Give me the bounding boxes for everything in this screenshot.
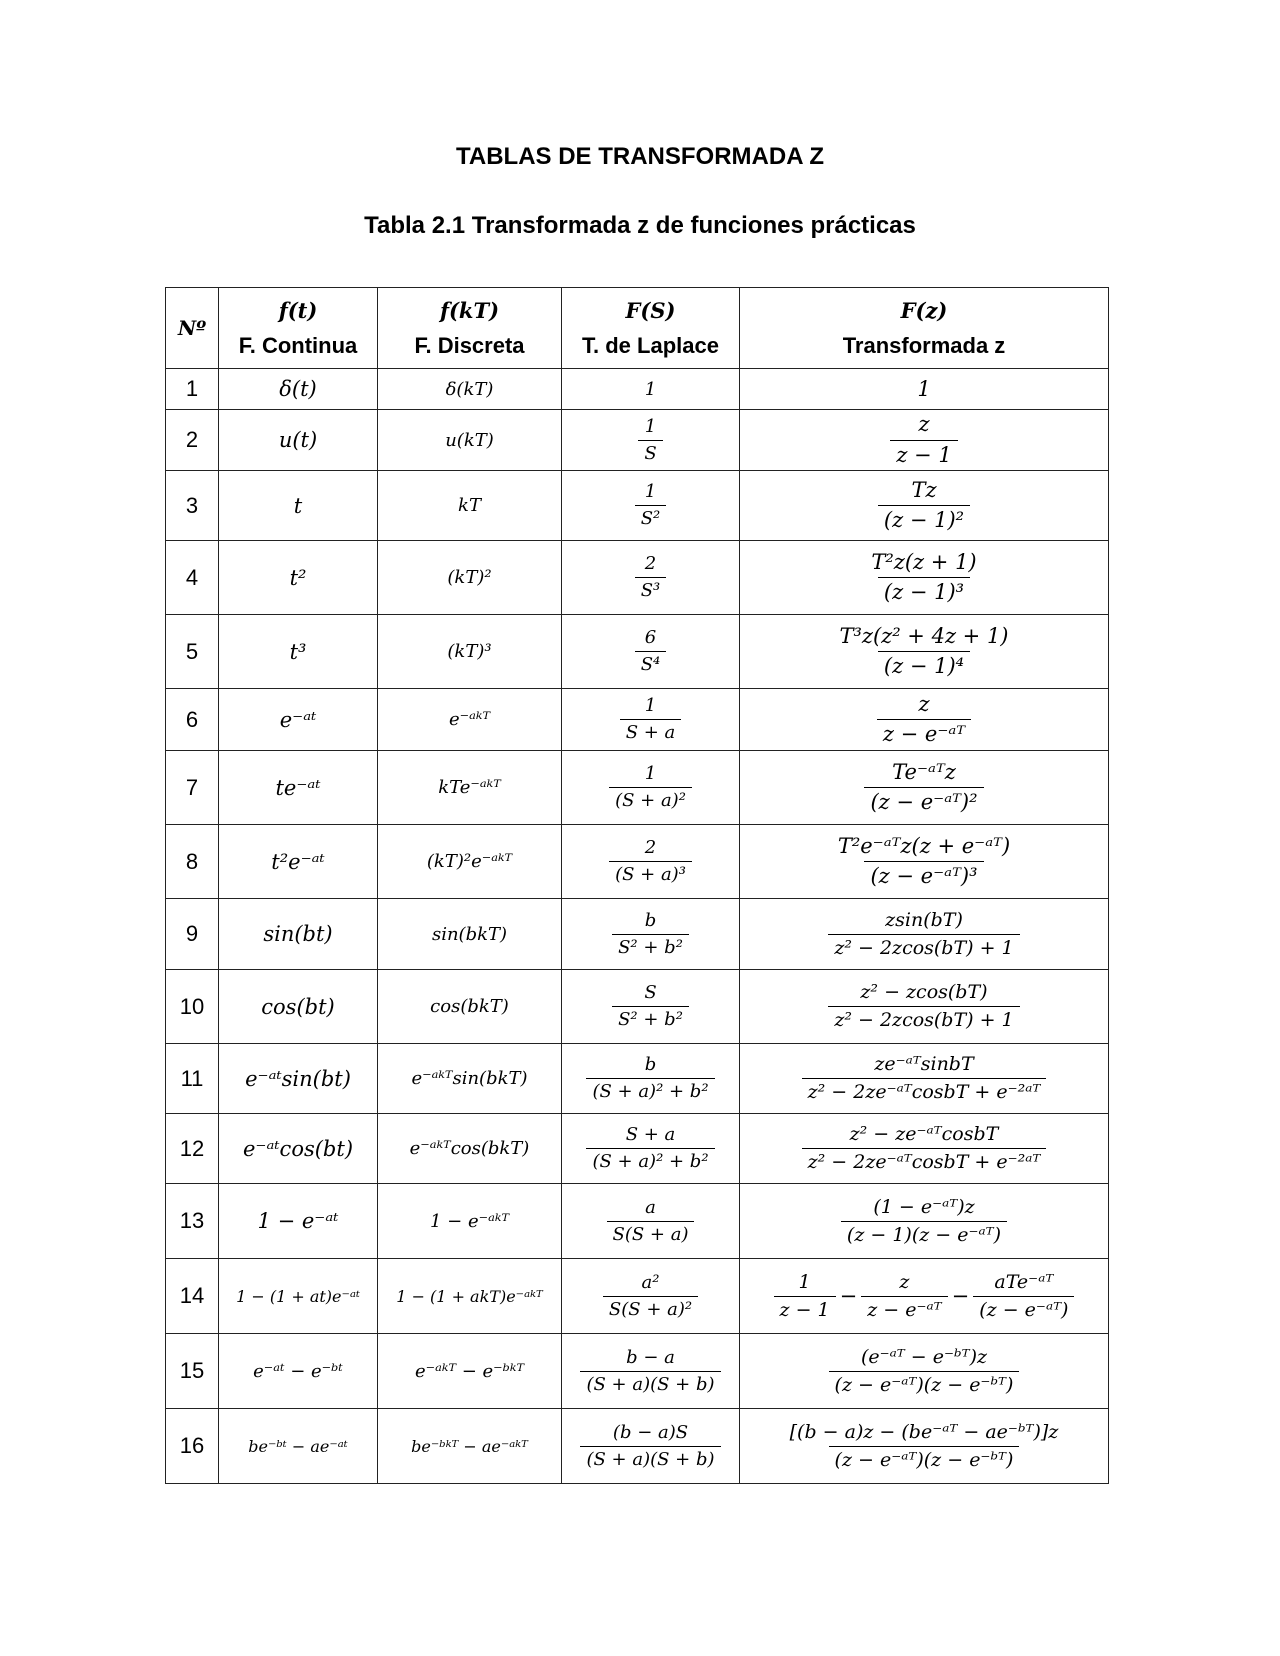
z-transform	[740, 1184, 1109, 1259]
table-row	[166, 970, 1109, 1044]
document-title: TABLAS DE TRANSFORMADA Z	[456, 143, 824, 170]
numerator: b	[644, 1054, 657, 1076]
laplace-transform	[562, 410, 740, 471]
header-fs	[562, 288, 740, 369]
row-number: 14	[166, 1259, 219, 1334]
z-transform	[740, 471, 1109, 541]
numerator: T²z(z + 1)	[871, 549, 977, 574]
fraction	[833, 624, 1014, 679]
fraction	[829, 1346, 1020, 1397]
laplace-transform	[562, 1044, 740, 1114]
laplace-transform	[562, 1184, 740, 1259]
numerator: 1	[644, 763, 657, 785]
numerator: z² − ze⁻ᵃᵀcosbT	[849, 1123, 999, 1146]
fraction	[828, 909, 1019, 960]
fraction	[861, 1271, 947, 1322]
row-number: 3	[166, 471, 219, 541]
denominator: S	[638, 440, 662, 465]
fraction	[864, 760, 983, 815]
numerator: T³z(z² + 4z + 1)	[839, 623, 1009, 648]
numerator: 2	[644, 837, 657, 859]
denominator: (z − e⁻ᵃᵀ)	[973, 1296, 1074, 1322]
numerator: 6	[644, 627, 657, 649]
z-transform	[740, 970, 1109, 1044]
fraction	[878, 478, 970, 533]
laplace-transform	[562, 899, 740, 970]
fraction	[784, 1421, 1065, 1472]
row-number: 4	[166, 541, 219, 615]
discrete-function: e⁻ᵃᵏᵀ − e⁻ᵇᵏᵀ	[378, 1334, 562, 1409]
header-ft	[219, 288, 378, 369]
header-fkt	[378, 288, 562, 369]
laplace-transform	[562, 471, 740, 541]
table-row	[166, 825, 1109, 899]
denominator: z − 1	[890, 440, 957, 468]
denominator: (S + a)(S + b)	[580, 1446, 720, 1471]
continuous-function: be⁻ᵇᵗ − ae⁻ᵃᵗ	[219, 1409, 378, 1484]
numerator: z	[918, 691, 930, 716]
fraction	[802, 1123, 1047, 1174]
numerator: 1	[644, 415, 657, 437]
denominator: (S + a)² + b²	[586, 1078, 714, 1103]
header-ft-text: F. Continua	[238, 332, 358, 358]
numerator: T²e⁻ᵃᵀz(z + e⁻ᵃᵀ)	[837, 833, 1011, 858]
numerator: b	[644, 909, 657, 931]
discrete-function: e⁻ᵃᵏᵀcos(bkT)	[378, 1114, 562, 1184]
header-fz-math: F(z)	[900, 297, 948, 323]
discrete-function: kT	[378, 471, 562, 541]
fraction	[607, 1197, 695, 1245]
numerator: Tz	[911, 477, 937, 502]
header-fz	[740, 288, 1109, 369]
laplace-transform	[562, 1409, 740, 1484]
numerator: z² − zcos(bT)	[860, 981, 988, 1004]
fraction	[841, 1196, 1007, 1247]
discrete-function: sin(bkT)	[378, 899, 562, 970]
numerator: z	[918, 412, 930, 437]
row-number: 8	[166, 825, 219, 899]
numerator: S	[644, 982, 657, 1004]
row-number: 15	[166, 1334, 219, 1409]
fraction	[828, 981, 1019, 1032]
fraction	[586, 1054, 714, 1102]
fraction	[612, 982, 689, 1030]
denominator: z − 1	[774, 1296, 836, 1322]
header-fs-text: T. de Laplace	[582, 332, 719, 358]
denominator: (S + a)(S + b)	[580, 1371, 720, 1396]
continuous-function: u(t)	[219, 410, 378, 471]
discrete-function: 1 − (1 + akT)e⁻ᵃᵏᵀ	[378, 1259, 562, 1334]
table-row	[166, 1184, 1109, 1259]
denominator: (z − 1)²	[878, 505, 970, 533]
fraction	[580, 1347, 720, 1395]
denominator: z² − 2zcos(bT) + 1	[828, 1006, 1019, 1032]
denominator: (z − e⁻ᵃᵀ)(z − e⁻ᵇᵀ)	[829, 1446, 1020, 1472]
laplace-transform	[562, 541, 740, 615]
row-number: 10	[166, 970, 219, 1044]
numerator: aTe⁻ᵃᵀ	[994, 1270, 1054, 1293]
continuous-function: 1 − e⁻ᵃᵗ	[219, 1184, 378, 1259]
denominator: S³	[635, 577, 667, 602]
numerator: b − a	[626, 1346, 675, 1368]
row-number: 5	[166, 615, 219, 689]
z-transform	[740, 615, 1109, 689]
laplace-transform	[562, 689, 740, 751]
numerator: zsin(bT)	[885, 908, 963, 931]
numerator: (b − a)S	[612, 1421, 689, 1443]
continuous-function: t³	[219, 615, 378, 689]
z-transform	[740, 1114, 1109, 1184]
z-transform	[740, 1409, 1109, 1484]
laplace-transform	[562, 615, 740, 689]
table-row	[166, 615, 1109, 689]
laplace-transform: 1	[562, 369, 740, 410]
table-row	[166, 1114, 1109, 1184]
row-number: 7	[166, 751, 219, 825]
laplace-transform	[562, 1334, 740, 1409]
continuous-function: e⁻ᵃᵗsin(bt)	[219, 1044, 378, 1114]
denominator: S(S + a)	[607, 1221, 695, 1246]
denominator: z² − 2zcos(bT) + 1	[828, 934, 1019, 960]
table-row	[166, 1044, 1109, 1114]
numerator: 1	[644, 481, 657, 503]
continuous-function: t	[219, 471, 378, 541]
header-row	[166, 288, 1109, 369]
z-transform: 1	[740, 369, 1109, 410]
continuous-function: e⁻ᵃᵗ	[219, 689, 378, 751]
discrete-function: kTe⁻ᵃᵏᵀ	[378, 751, 562, 825]
continuous-function: t²	[219, 541, 378, 615]
laplace-transform	[562, 1259, 740, 1334]
numerator: [(b − a)z − (be⁻ᵃᵀ − ae⁻ᵇᵀ)]z	[789, 1420, 1059, 1443]
z-transform	[740, 1334, 1109, 1409]
numerator: Te⁻ᵃᵀz	[892, 759, 956, 784]
header-fkt-math: f(kT)	[439, 297, 500, 323]
continuous-function: te⁻ᵃᵗ	[219, 751, 378, 825]
laplace-transform	[562, 970, 740, 1044]
numerator: 1	[644, 695, 657, 717]
fraction	[580, 1422, 720, 1470]
laplace-transform	[562, 751, 740, 825]
z-transform	[740, 689, 1109, 751]
z-transform	[740, 751, 1109, 825]
numerator: 1	[798, 1270, 811, 1293]
table-row	[166, 1409, 1109, 1484]
fraction	[603, 1272, 698, 1320]
denominator: z − e⁻ᵃᵀ	[877, 719, 971, 747]
table-row	[166, 1334, 1109, 1409]
row-number: 16	[166, 1409, 219, 1484]
denominator: (z − e⁻ᵃᵀ)³	[864, 861, 983, 889]
row-number: 9	[166, 899, 219, 970]
numerator: (1 − e⁻ᵃᵀ)z	[873, 1195, 975, 1218]
denominator: z² − 2ze⁻ᵃᵀcosbT + e⁻²ᵃᵀ	[802, 1148, 1047, 1174]
table-row	[166, 471, 1109, 541]
fraction	[890, 412, 957, 467]
row-number: 12	[166, 1114, 219, 1184]
header-ft-math: f(t)	[278, 297, 318, 323]
denominator: S(S + a)²	[603, 1296, 698, 1321]
continuous-function: e⁻ᵃᵗcos(bt)	[219, 1114, 378, 1184]
header-fs-math: F(S)	[625, 297, 676, 323]
table-row	[166, 751, 1109, 825]
minus-operator: −	[951, 1284, 970, 1308]
denominator: (z − 1)³	[878, 577, 970, 605]
fraction	[638, 416, 662, 464]
numerator: ze⁻ᵃᵀsinbT	[874, 1053, 974, 1076]
minus-operator: −	[839, 1284, 858, 1308]
laplace-transform	[562, 825, 740, 899]
discrete-function: 1 − e⁻ᵃᵏᵀ	[378, 1184, 562, 1259]
numerator: (e⁻ᵃᵀ − e⁻ᵇᵀ)z	[860, 1345, 988, 1368]
fraction	[865, 550, 982, 605]
fraction	[973, 1271, 1074, 1322]
header-fkt-text: F. Discreta	[414, 332, 525, 358]
denominator: (z − 1)(z − e⁻ᵃᵀ)	[841, 1221, 1007, 1247]
discrete-function: (kT)²e⁻ᵃᵏᵀ	[378, 825, 562, 899]
table-row	[166, 369, 1109, 410]
fraction	[832, 834, 1016, 889]
discrete-function: cos(bkT)	[378, 970, 562, 1044]
continuous-function: sin(bt)	[219, 899, 378, 970]
z-transform-table	[165, 287, 1109, 1484]
fraction	[635, 481, 667, 529]
denominator: S + a	[620, 719, 682, 744]
denominator: (z − e⁻ᵃᵀ)²	[864, 787, 983, 815]
continuous-function: e⁻ᵃᵗ − e⁻ᵇᵗ	[219, 1334, 378, 1409]
denominator: S²	[635, 505, 667, 530]
discrete-function: u(kT)	[378, 410, 562, 471]
z-transform	[740, 899, 1109, 970]
fraction	[612, 910, 689, 958]
header-fz-text: Transformada z	[842, 332, 1006, 358]
continuous-function: t²e⁻ᵃᵗ	[219, 825, 378, 899]
discrete-function: (kT)²	[378, 541, 562, 615]
denominator: S² + b²	[612, 1006, 689, 1031]
denominator: (S + a)² + b²	[586, 1148, 714, 1173]
table-row	[166, 899, 1109, 970]
denominator: (S + a)²	[609, 787, 692, 812]
discrete-function: δ(kT)	[378, 369, 562, 410]
numerator: 2	[644, 553, 657, 575]
z-transform	[740, 1044, 1109, 1114]
table-caption: Tabla 2.1 Transformada z de funciones prácticas	[364, 212, 916, 239]
continuous-function: 1 − (1 + at)e⁻ᵃᵗ	[219, 1259, 378, 1334]
denominator: z − e⁻ᵃᵀ	[861, 1296, 947, 1322]
table-row	[166, 1259, 1109, 1334]
numerator: S + a	[625, 1124, 676, 1146]
z-transform	[740, 541, 1109, 615]
fraction	[586, 1124, 714, 1172]
continuous-function: δ(t)	[219, 369, 378, 410]
denominator: S⁴	[635, 651, 667, 676]
fraction	[609, 837, 692, 885]
numerator: z	[899, 1270, 910, 1293]
z-transform	[740, 410, 1109, 471]
denominator: z² − 2ze⁻ᵃᵀcosbT + e⁻²ᵃᵀ	[802, 1078, 1047, 1104]
row-number: 6	[166, 689, 219, 751]
continuous-function: cos(bt)	[219, 970, 378, 1044]
fraction	[635, 553, 667, 601]
row-number: 2	[166, 410, 219, 471]
numerator: a²	[641, 1271, 660, 1293]
fraction	[609, 763, 692, 811]
fraction	[774, 1271, 836, 1322]
table-row	[166, 689, 1109, 751]
discrete-function: (kT)³	[378, 615, 562, 689]
fraction	[877, 692, 971, 747]
discrete-function: e⁻ᵃᵏᵀsin(bkT)	[378, 1044, 562, 1114]
row-number: 1	[166, 369, 219, 410]
fraction	[802, 1053, 1047, 1104]
numerator: a	[645, 1196, 656, 1218]
denominator: (z − 1)⁴	[878, 651, 970, 679]
laplace-transform	[562, 1114, 740, 1184]
denominator: S² + b²	[612, 934, 689, 959]
z-transform	[740, 1259, 1109, 1334]
discrete-function: be⁻ᵇᵏᵀ − ae⁻ᵃᵏᵀ	[378, 1409, 562, 1484]
denominator: (z − e⁻ᵃᵀ)(z − e⁻ᵇᵀ)	[829, 1371, 1020, 1397]
fraction	[635, 627, 667, 675]
discrete-function: e⁻ᵃᵏᵀ	[378, 689, 562, 751]
table-row	[166, 410, 1109, 471]
row-number: 11	[166, 1044, 219, 1114]
header-no: Nº	[166, 288, 219, 369]
row-number: 13	[166, 1184, 219, 1259]
z-transform	[740, 825, 1109, 899]
fraction	[620, 695, 682, 743]
table-row	[166, 541, 1109, 615]
denominator: (S + a)³	[609, 861, 692, 886]
